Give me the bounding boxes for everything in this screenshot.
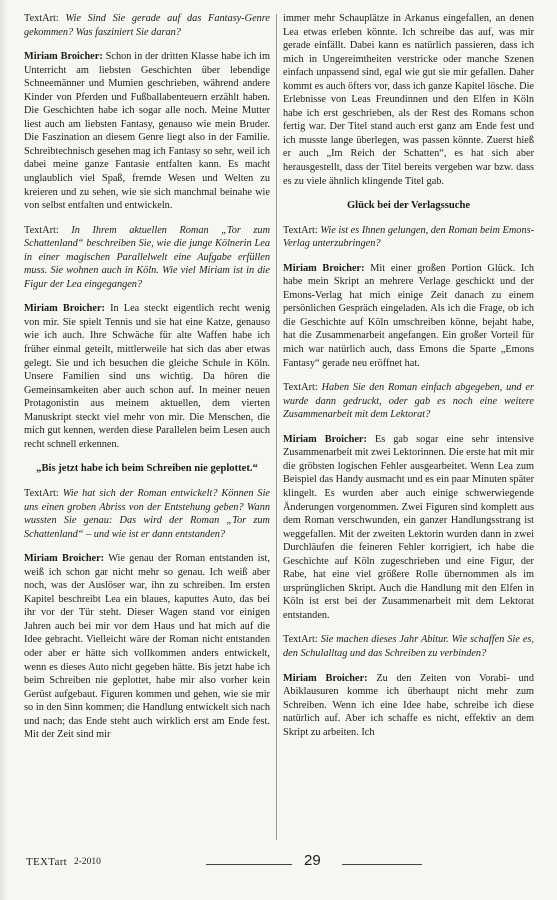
footer-rule-right [342, 864, 422, 865]
answer-label: Miriam Broicher: [24, 51, 103, 63]
answer-text: Schon in der dritten Klasse habe ich im Unterricht am liebsten Geschichten über lebendige Schneemänner und Mumien geschrieben, während andere Kinder von Pferden und Fußballabenteuern erzählt haben. Die Geschichten habe ich sogar alle noch. Meine Mutter liest auch am liebsten Fantasy, genauso wie mein Bruder. Die Faszination an diesem Genre liegt also in der Familie. Schreibtechnisch gesehen mag ich Fantasy so sehr, weil ich dabei meine ganze Fantasie entfalten kann. Es macht unglaublich viel Spaß, fremde Wesen und Welten zu kreieren und zu sehen, wie sie sich manchmal beinahe wie von selbst entfalten und entwickeln. [24, 51, 270, 212]
question-text: In Ihrem aktuellen Roman „Tor zum Schattenland“ beschreiben Sie, wie die junge Kölnerin Lea in einer magischen Parallelwelt eine Aufgabe erfüllen muss. Sie wohnen auch in Köln. Wie viel Miriam ist in die Figur der Lea eingegangen? [24, 224, 271, 290]
page-spine-shadow [0, 0, 8, 900]
question-label: TextArt: [283, 634, 318, 646]
column-divider [276, 14, 277, 840]
question-text: Wie hat sich der Roman entwickelt? Können Sie uns einen groben Abriss von der Entstehung geben? Wann wussten Sie genau: Das wird der Roman „Tor zum Schattenland“ – und wie ist er dann entstanden? [24, 487, 270, 540]
question-paragraph [24, 224, 270, 292]
continued-paragraph [283, 12, 534, 188]
question-paragraph [283, 381, 534, 422]
answer-text: Wie genau der Roman entstanden ist, weiß ich schon gar nicht mehr so genau. Ich weiß aber noch, was der Auslöser war, ihn zu schreiben. Im ersten Kapitel beschreibt Lea ein blaues, kaputtes Auto, das bei ihr vor der Tür steht. Dieser Wagen stand vor einigen Jahren auch bei mir vor dem Haus und hat mich auf die Idee gebracht. Vielleicht wäre der Roman nicht entstanden oder aber er hätte sich vollkommen anders entwickelt, wenn es dieses Auto nicht gegeben hätte. Bis jetzt habe ich beim Schreiben nie geplottet, habe mir also vorher kein Gerüst aufgebaut. Figuren kommen und gehen, wie sie mir so in den Sinn kommen; die Handlung entwickelt sich nach und nach; das Ende steht auch wirklich erst am Ende fest. Mit der Zeit sind mir [24, 553, 270, 741]
page-number: 29 [304, 852, 321, 869]
left-column [24, 12, 270, 753]
magazine-logo: TEXTart [26, 856, 68, 868]
question-paragraph [283, 224, 534, 251]
right-column [283, 12, 534, 750]
question-text: Sie machen dieses Jahr Abitur. Wie schaffen Sie es, den Schulalltag und das Schreiben zu verbinden? [283, 634, 534, 659]
question-label: TextArt: [24, 487, 59, 499]
body-text: immer mehr Schauplätze in Arkanus eingefallen, an denen Lea etwas erleben könnte. Ich schreibe das auf, was mir gerade einfällt. Dabei kann es natürlich passieren, dass ich mich in Ungereimtheiten verstricke oder manche Szenen einfach unpassend sind, egal wie gut sie mir gefallen. Daher kommt es auch öfters vor, dass ich ganze Kapitel lösche. Die Erlebnisse von Leas Freundinnen und den Elfen in Köln habe ich erst geschrieben, als der Rest des Romans schon fertig war. Der Titel stand auch erst ganz am Ende fest und ich musste lange überlegen, was passen könnte. Zuerst hieß er auch „Im Reich der Schatten“, es hat sich aber herausgestellt, dass der Titel bereits vergeben war bzw. dass es zu viele ähnlich klingende Titel gab. [283, 13, 534, 187]
answer-label: Miriam Broicher: [283, 262, 365, 274]
section-heading: Glück bei der Verlagssuche [346, 200, 471, 212]
section-heading: „Bis jetzt habe ich beim Schreiben nie geplottet.“ [36, 463, 258, 475]
issue-number: 2-2010 [74, 857, 101, 867]
answer-text: Es gab sogar eine sehr intensive Zusammenarbeit mit zwei Lektorinnen. Die erste hat mit mir die gröbsten logischen Fehler ausgearbeitet. Wenn Lea zum Beispiel das Handy ausmacht und es ein paar Minuten später klingelt. Es wurden aber auch einige schwerwiegende Änderungen vorgenommen. Zwei Figuren sind komplett aus dem Roman verschwunden, ein ganzer Handlungsstrang ist weggefallen. Mit der zweiten Lektorin wurden dann in zwei Durchläufen die feineren Fehler korrigiert, ich habe die Geschichte auf Köln zugeschrieben und eine Figur, der Rabe, hat eine viel größere Rolle übernommen als im ursprünglichen Skript. Auch die Handlung mit den Elfen in Köln ist erst bei der Zusammenarbeit mit dem Lektorat entstanden. [283, 433, 534, 621]
question-text: Wie ist es Ihnen gelungen, den Roman beim Emons-Verlag unterzubringen? [283, 224, 535, 250]
question-paragraph [24, 487, 270, 541]
page-footer [0, 852, 557, 874]
answer-text: Mit einer großen Portion Glück. Ich habe mein Skript an mehrere Verlage geschickt und der Emons-Verlag hat mich einige Zeit danach zu einem persönlichen Gespräch eingeladen. Als ich die Frage, ob ich die Geschichte auf Köln umschreiben könne, bejaht habe, hat die Zusammenarbeit angefangen. Ein großer Vorteil für mich war natürlich auch, dass Emons die Sparte „Emons Fantasy“ gerade neu eröffnet hat. [283, 262, 534, 369]
answer-label: Miriam Broicher: [24, 303, 105, 315]
answer-paragraph [283, 672, 534, 740]
answer-paragraph [24, 50, 270, 213]
answer-paragraph [24, 552, 270, 742]
answer-text: In Lea steckt eigentlich recht wenig von mir. Sie spielt Tennis und sie hat eine Katze, genauso wie ich auch. Ihre Schwäche für alte Waffen habe ich früher einmal geteilt, mittlerweile hat sich das aber etwas gelegt. Sie und ich besuchen die gleiche Schule in Köln. Unsere Familien sind uns wichtig. Da hören die Gemeinsamkeiten aber auch schon auf. In meiner neuen Protagonistin aus meinem aktuellen, dem vierten Manuskript steckt viel mehr von mir. Die Menschen, die mich gut kennen, werden diese Parallelen beim Lesen auch recht schnell erkennen. [24, 303, 270, 450]
answer-paragraph [283, 433, 534, 623]
footer-rule-left [206, 864, 292, 865]
answer-label: Miriam Broicher: [283, 672, 368, 684]
question-label: TextArt: [24, 13, 59, 24]
question-label: TextArt: [283, 382, 318, 394]
question-text: Haben Sie den Roman einfach abgegeben, und er wurde dann gedruckt, oder gab es noch eine weitere Zusammenarbeit mit dem Lektorat? [283, 382, 534, 421]
question-label: TextArt: [283, 224, 318, 236]
answer-label: Miriam Broicher: [24, 553, 105, 565]
question-label: TextArt: [24, 224, 59, 236]
answer-label: Miriam Broicher: [283, 433, 367, 445]
question-paragraph [24, 12, 270, 39]
answer-paragraph [283, 262, 534, 370]
answer-text: Zu den Zeiten von Vorabi- und Abiklausuren komme ich überhaupt nicht mehr zum Schreiben. Wenn ich eine Idee habe, schreibe ich diese natürlich auf. Aber ich schaffe es nicht, effektiv an dem Skript zu arbeiten. Ich [283, 672, 534, 738]
question-text: Wie Sind Sie gerade auf das Fantasy-Genre gekommen? Was fasziniert Sie daran? [24, 13, 270, 38]
answer-paragraph [24, 302, 270, 451]
question-paragraph [283, 633, 534, 660]
